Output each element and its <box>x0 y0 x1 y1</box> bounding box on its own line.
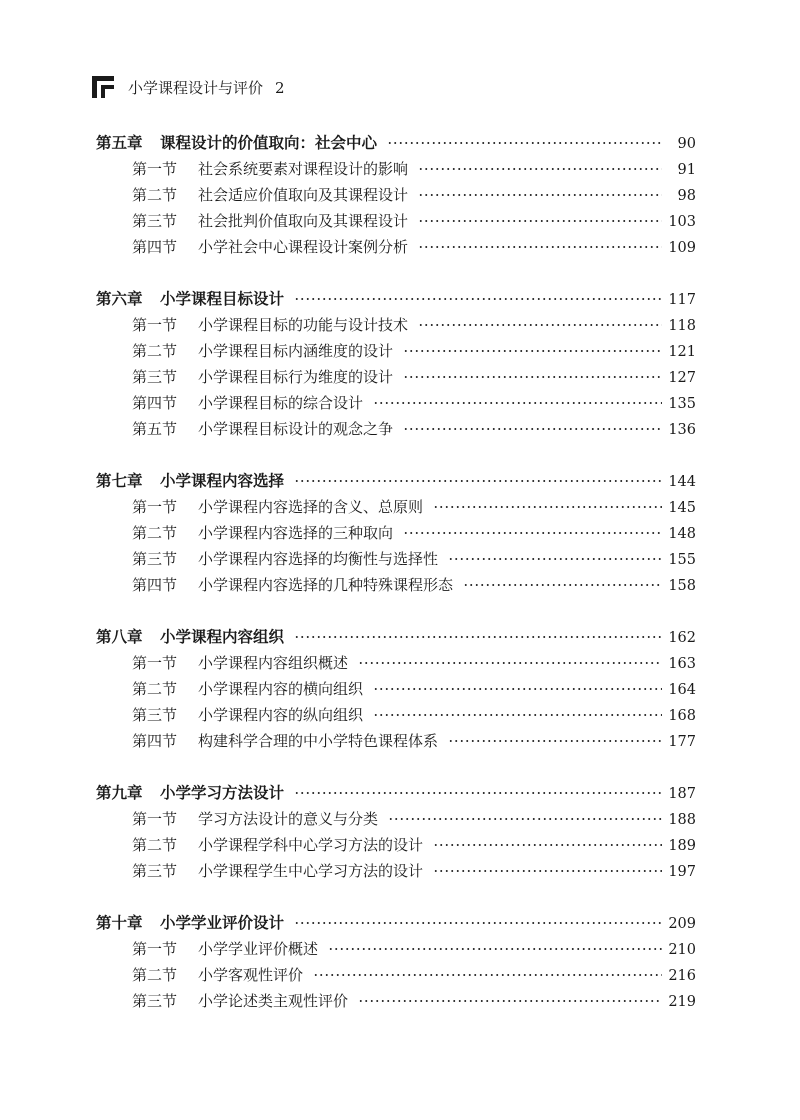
dot-leader <box>373 714 662 716</box>
dot-leader <box>463 584 662 586</box>
chapter-entry[interactable] <box>96 468 696 494</box>
dot-leader <box>294 480 662 482</box>
chapter-entry-number: 第九章 <box>96 784 143 802</box>
dot-leader <box>433 844 662 846</box>
section-entry-page: 109 <box>668 240 696 256</box>
section-entry-title: 小学论述类主观性评价 <box>198 992 349 1010</box>
chapter-block <box>96 130 696 260</box>
section-entry[interactable] <box>96 572 696 598</box>
chapter-block <box>96 910 696 1014</box>
dot-leader <box>403 376 662 378</box>
chapter-entry[interactable] <box>96 780 696 806</box>
table-of-contents <box>96 130 696 1040</box>
page-number: 2 <box>275 79 285 97</box>
section-entry-number: 第五节 <box>132 420 178 438</box>
section-entry-label <box>132 156 408 182</box>
section-entry-page: 98 <box>677 188 696 204</box>
section-entry[interactable] <box>96 208 696 234</box>
section-entry-title: 小学客观性评价 <box>198 966 304 984</box>
section-entry-label <box>132 494 423 520</box>
dot-leader <box>358 1000 662 1002</box>
section-entry[interactable] <box>96 988 696 1014</box>
section-entry-label <box>132 572 453 598</box>
section-entry-number: 第二节 <box>132 186 178 204</box>
chapter-entry-page: 209 <box>668 916 696 932</box>
section-entry[interactable] <box>96 338 696 364</box>
dot-leader <box>433 506 662 508</box>
section-entry-page: 164 <box>668 682 696 698</box>
chapter-entry[interactable] <box>96 130 696 156</box>
section-entry[interactable] <box>96 702 696 728</box>
chapter-block <box>96 286 696 442</box>
section-entry[interactable] <box>96 806 696 832</box>
section-entry-title: 小学课程目标设计的观念之争 <box>198 420 394 438</box>
dot-leader <box>418 168 662 170</box>
chapter-entry-title: 小学课程目标设计 <box>160 290 285 308</box>
section-entry-page: 197 <box>668 864 696 880</box>
section-entry-page: 188 <box>668 812 696 828</box>
section-entry-number: 第三节 <box>132 368 178 386</box>
section-entry[interactable] <box>96 728 696 754</box>
chapter-entry-number: 第五章 <box>96 134 143 152</box>
section-entry[interactable] <box>96 832 696 858</box>
dot-leader <box>403 350 662 352</box>
section-entry[interactable] <box>96 962 696 988</box>
section-entry-label <box>132 234 408 260</box>
corner-mark-icon <box>92 76 114 98</box>
section-entry-page: 136 <box>668 422 696 438</box>
section-entry[interactable] <box>96 650 696 676</box>
dot-leader <box>448 740 662 742</box>
section-entry-number: 第三节 <box>132 550 178 568</box>
section-entry-page: 91 <box>677 162 696 178</box>
section-entry-page: 189 <box>668 838 696 854</box>
section-entry-label <box>132 364 393 390</box>
section-entry-page: 118 <box>668 318 696 334</box>
section-entry-label <box>132 338 393 364</box>
section-entry-page: 163 <box>668 656 696 672</box>
section-entry-number: 第一节 <box>132 316 178 334</box>
section-entry-title: 小学课程内容选择的几种特殊课程形态 <box>198 576 454 594</box>
section-entry-label <box>132 546 438 572</box>
section-entry-page: 148 <box>668 526 696 542</box>
section-entry-number: 第三节 <box>132 212 178 230</box>
section-entry-page: 127 <box>668 370 696 386</box>
section-entry-title: 构建科学合理的中小学特色课程体系 <box>198 732 439 750</box>
section-entry-title: 小学课程内容的纵向组织 <box>198 706 364 724</box>
section-entry-label <box>132 988 348 1014</box>
chapter-entry-number: 第七章 <box>96 472 143 490</box>
section-entry-title: 学习方法设计的意义与分类 <box>198 810 379 828</box>
chapter-entry-title: 小学学习方法设计 <box>160 784 285 802</box>
section-entry-title: 小学课程目标内涵维度的设计 <box>198 342 394 360</box>
section-entry-number: 第一节 <box>132 940 178 958</box>
section-entry-title: 小学课程内容选择的含义、总原则 <box>198 498 424 516</box>
chapter-entry-number: 第八章 <box>96 628 143 646</box>
section-entry-page: 177 <box>668 734 696 750</box>
chapter-entry[interactable] <box>96 286 696 312</box>
section-entry-title: 小学学业评价概述 <box>198 940 319 958</box>
dot-leader <box>403 532 662 534</box>
section-entry[interactable] <box>96 234 696 260</box>
section-entry-number: 第二节 <box>132 342 178 360</box>
dot-leader <box>387 142 662 144</box>
section-entry-title: 小学社会中心课程设计案例分析 <box>198 238 409 256</box>
book-title-text: 小学课程设计与评价 <box>128 79 264 97</box>
chapter-entry-title: 小学课程内容组织 <box>160 628 285 646</box>
section-entry[interactable] <box>96 546 696 572</box>
section-entry-title: 小学课程学生中心学习方法的设计 <box>198 862 424 880</box>
chapter-entry-label <box>96 286 284 312</box>
dot-leader <box>373 402 662 404</box>
section-entry-title: 小学课程内容选择的三种取向 <box>198 524 394 542</box>
section-entry-page: 155 <box>668 552 696 568</box>
section-entry-title: 社会系统要素对课程设计的影响 <box>198 160 409 178</box>
section-entry-title: 小学课程内容组织概述 <box>198 654 349 672</box>
section-entry-number: 第四节 <box>132 238 178 256</box>
chapter-entry[interactable] <box>96 910 696 936</box>
chapter-entry-label <box>96 468 284 494</box>
chapter-entry-page: 90 <box>677 136 696 152</box>
dot-leader <box>328 948 662 950</box>
chapter-entry[interactable] <box>96 624 696 650</box>
section-entry-number: 第四节 <box>132 576 178 594</box>
section-entry-number: 第二节 <box>132 836 178 854</box>
chapter-entry-label <box>96 780 284 806</box>
dot-leader <box>294 298 662 300</box>
section-entry-number: 第一节 <box>132 810 178 828</box>
dot-leader <box>418 220 662 222</box>
section-entry[interactable] <box>96 312 696 338</box>
section-entry-title: 小学课程内容选择的均衡性与选择性 <box>198 550 439 568</box>
dot-leader <box>388 818 662 820</box>
section-entry-number: 第一节 <box>132 160 178 178</box>
dot-leader <box>373 688 662 690</box>
dot-leader <box>358 662 662 664</box>
dot-leader <box>294 792 662 794</box>
section-entry-label <box>132 650 348 676</box>
section-entry-label <box>132 208 408 234</box>
section-entry[interactable] <box>96 390 696 416</box>
chapter-entry-page: 162 <box>668 630 696 646</box>
dot-leader <box>418 246 662 248</box>
section-entry-label <box>132 806 378 832</box>
section-entry-title: 社会批判价值取向及其课程设计 <box>198 212 409 230</box>
dot-leader <box>294 636 662 638</box>
section-entry-label <box>132 520 393 546</box>
section-entry-page: 168 <box>668 708 696 724</box>
chapter-entry-title: 课程设计的价值取向：社会中心 <box>160 134 378 152</box>
section-entry-number: 第四节 <box>132 394 178 412</box>
section-entry[interactable] <box>96 156 696 182</box>
section-entry[interactable] <box>96 182 696 208</box>
section-entry-number: 第一节 <box>132 654 178 672</box>
chapter-block <box>96 468 696 598</box>
chapter-entry-label <box>96 130 377 156</box>
section-entry-number: 第三节 <box>132 862 178 880</box>
section-entry[interactable] <box>96 936 696 962</box>
section-entry-label <box>132 312 408 338</box>
section-entry-number: 第二节 <box>132 966 178 984</box>
section-entry[interactable] <box>96 520 696 546</box>
chapter-entry-number: 第十章 <box>96 914 143 932</box>
section-entry-label <box>132 676 363 702</box>
section-entry-label <box>132 962 303 988</box>
section-entry-number: 第一节 <box>132 498 178 516</box>
section-entry-label <box>132 416 393 442</box>
dot-leader <box>433 870 662 872</box>
section-entry-label <box>132 858 423 884</box>
section-entry-number: 第二节 <box>132 524 178 542</box>
section-entry-title: 小学课程目标行为维度的设计 <box>198 368 394 386</box>
chapter-entry-page: 187 <box>668 786 696 802</box>
section-entry-label <box>132 182 408 208</box>
section-entry-page: 219 <box>668 994 696 1010</box>
dot-leader <box>313 974 662 976</box>
section-entry[interactable] <box>96 858 696 884</box>
dot-leader <box>418 324 662 326</box>
section-entry-label <box>132 390 363 416</box>
section-entry-page: 216 <box>668 968 696 984</box>
chapter-entry-page: 144 <box>668 474 696 490</box>
dot-leader <box>418 194 662 196</box>
chapter-entry-label <box>96 910 284 936</box>
section-entry-number: 第三节 <box>132 992 178 1010</box>
section-entry-label <box>132 936 318 962</box>
section-entry-title: 小学课程学科中心学习方法的设计 <box>198 836 424 854</box>
section-entry-page: 103 <box>668 214 696 230</box>
chapter-entry-page: 117 <box>668 292 696 308</box>
chapter-entry-number: 第六章 <box>96 290 143 308</box>
section-entry[interactable] <box>96 494 696 520</box>
section-entry-label <box>132 702 363 728</box>
section-entry-number: 第二节 <box>132 680 178 698</box>
chapter-entry-label <box>96 624 284 650</box>
section-entry-title: 小学课程目标的综合设计 <box>198 394 364 412</box>
section-entry-page: 121 <box>668 344 696 360</box>
chapter-block <box>96 780 696 884</box>
section-entry[interactable] <box>96 364 696 390</box>
dot-leader <box>294 922 662 924</box>
section-entry[interactable] <box>96 416 696 442</box>
chapter-entry-title: 小学学业评价设计 <box>160 914 285 932</box>
dot-leader <box>403 428 662 430</box>
section-entry-title: 社会适应价值取向及其课程设计 <box>198 186 409 204</box>
section-entry-page: 135 <box>668 396 696 412</box>
section-entry-title: 小学课程内容的横向组织 <box>198 680 364 698</box>
section-entry-number: 第四节 <box>132 732 178 750</box>
chapter-entry-title: 小学课程内容选择 <box>160 472 285 490</box>
section-entry-title: 小学课程目标的功能与设计技术 <box>198 316 409 334</box>
section-entry-label <box>132 832 423 858</box>
section-entry[interactable] <box>96 676 696 702</box>
book-title <box>128 77 285 98</box>
section-entry-number: 第三节 <box>132 706 178 724</box>
section-entry-page: 158 <box>668 578 696 594</box>
section-entry-label <box>132 728 438 754</box>
chapter-block <box>96 624 696 754</box>
dot-leader <box>448 558 662 560</box>
section-entry-page: 210 <box>668 942 696 958</box>
section-entry-page: 145 <box>668 500 696 516</box>
